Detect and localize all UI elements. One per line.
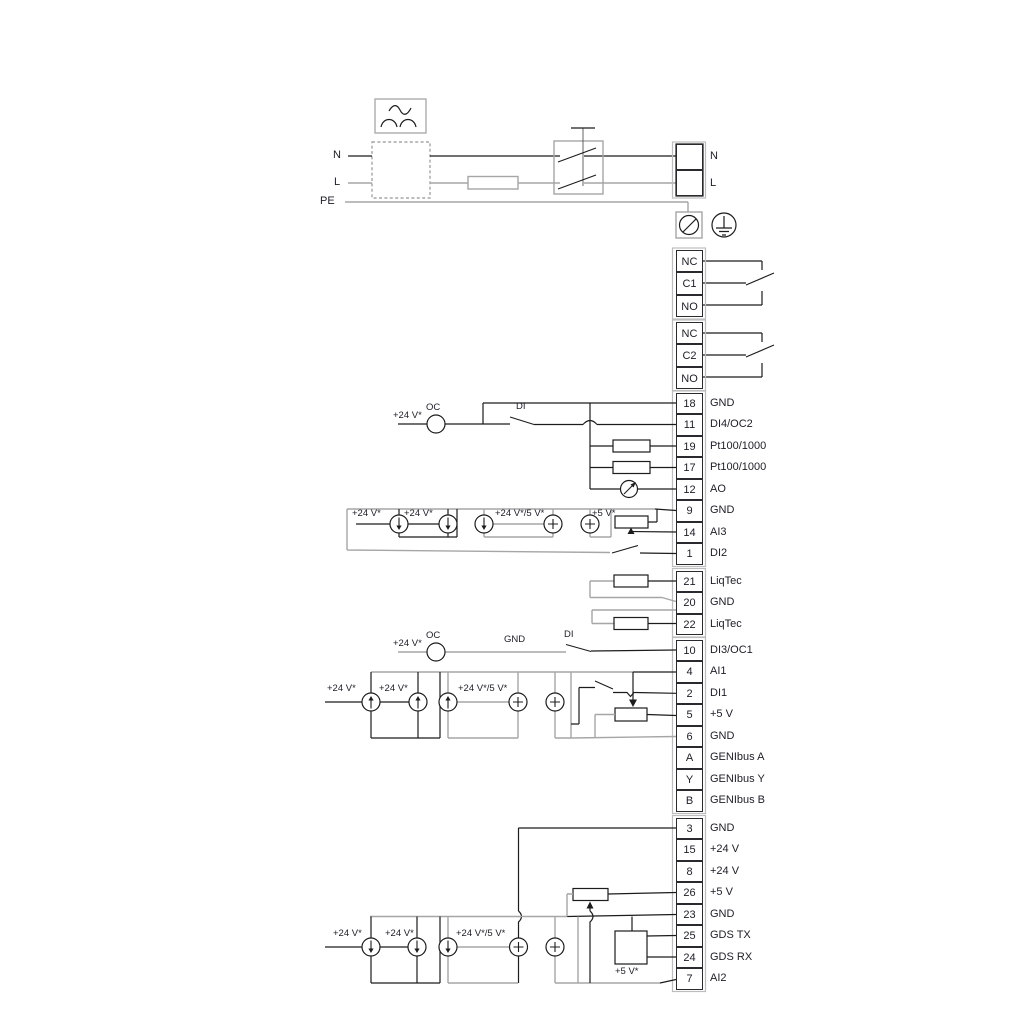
terminal-cell: C2: [676, 344, 703, 366]
terminal-cell: 25: [676, 925, 703, 947]
terminal-cell: 2: [676, 683, 703, 705]
terminal-cell: A: [676, 747, 703, 769]
terminal-label: +24 V: [710, 864, 740, 877]
terminal-cell: 22: [676, 614, 703, 636]
relay1-contact: [703, 261, 774, 305]
label-oc: OC: [426, 402, 441, 413]
label-5v: +5 V*: [592, 508, 616, 519]
terminal-cell: 1: [676, 543, 703, 565]
label-24v: +24 V*: [352, 508, 381, 519]
label-24v: +24 V*: [379, 683, 408, 694]
terminal-label: DI2: [710, 547, 728, 559]
terminal-cell: 8: [676, 861, 703, 883]
mains-waveform-symbol: [375, 99, 426, 133]
terminal-cell: NC: [676, 250, 703, 272]
label-di: DI: [564, 629, 574, 640]
terminal-label: AI2: [710, 972, 727, 984]
terminal-label: GND: [710, 504, 735, 516]
terminal-label: Pt100/1000: [710, 439, 767, 452]
ai2-potentiometer: [573, 889, 608, 901]
label-24v-5v: +24 V*/5 V*: [458, 683, 508, 694]
label-pe: PE: [320, 195, 335, 207]
terminal-cell: C1: [676, 272, 703, 294]
pe-terminal: [676, 212, 702, 238]
terminal-cell: 4: [676, 661, 703, 683]
oc-open-collector-symbol: [427, 415, 445, 433]
terminal-label: DI1: [710, 686, 728, 699]
terminal-cell: 19: [676, 436, 703, 458]
terminal-cell: 11: [676, 414, 703, 436]
terminal-cell: 15: [676, 839, 703, 861]
main-switch: [554, 128, 603, 194]
terminal-label: GDS RX: [710, 950, 753, 963]
terminal-label: +5 V: [710, 708, 733, 720]
terminal-label: DI3/OC1: [710, 643, 753, 656]
terminal-cell: 5: [676, 704, 703, 726]
label-gnd: GND: [504, 634, 526, 645]
label-di: DI: [516, 401, 526, 412]
terminal-label: LiqTec: [710, 617, 742, 630]
terminal-label: +5 V: [710, 886, 733, 898]
terminal-cell: NO: [676, 367, 703, 389]
fuse: [468, 177, 518, 190]
terminal-cell: 20: [676, 592, 703, 614]
terminal-cell: 18: [676, 393, 703, 415]
terminal-cell: 3: [676, 818, 703, 840]
terminal-label: AI1: [710, 665, 727, 677]
power-unit-dashed-box: [372, 142, 430, 198]
terminal-label: GND: [710, 821, 735, 834]
terminal-label: GND: [710, 596, 735, 608]
label-24v-5v: +24 V*/5 V*: [456, 928, 506, 939]
terminal-cell: NO: [676, 295, 703, 317]
ai3-potentiometer: [615, 516, 648, 528]
gds-sensor-box: [615, 931, 647, 964]
oc-open-collector-symbol-2: [427, 643, 445, 661]
liqtec-sensor-2: [614, 618, 648, 630]
terminal-cell: 23: [676, 904, 703, 926]
terminal-cell: 12: [676, 479, 703, 501]
ai1-potentiometer: [615, 708, 647, 721]
relay2-contact: [703, 333, 774, 377]
label-l: L: [334, 176, 341, 188]
label-24v: +24 V*: [333, 928, 362, 939]
label-24v: +24 V*: [404, 508, 433, 519]
label-24v: +24 V*: [327, 683, 356, 694]
liqtec-circuit: [590, 575, 676, 630]
terminal-label: DI4/OC2: [710, 418, 753, 430]
terminal-cell: 26: [676, 882, 703, 904]
pt100-sensor-2: [613, 462, 650, 474]
ai2-sensor-options: [325, 828, 676, 983]
label-24v-5v: +24 V*/5 V*: [495, 508, 545, 519]
terminal-label: +24 V: [710, 843, 740, 855]
terminal-label: GND: [710, 729, 735, 742]
terminal-label: GENIbus A: [710, 751, 765, 763]
terminal-label: GDS TX: [710, 929, 751, 941]
terminal-label: GND: [710, 907, 735, 920]
pt100-sensor-1: [613, 440, 650, 452]
terminal-cell: 7: [676, 968, 703, 990]
terminal-cell: 21: [676, 571, 703, 593]
label-n: N: [333, 149, 341, 161]
label-oc: OC: [426, 630, 441, 641]
terminal-cell: 10: [676, 640, 703, 662]
terminal-label: GENIbus Y: [710, 772, 765, 785]
terminal-label: GND: [710, 396, 735, 409]
terminal-cell: 24: [676, 947, 703, 969]
terminal-cell: 17: [676, 457, 703, 479]
terminal-cell: 9: [676, 500, 703, 522]
terminal-cell: B: [676, 790, 703, 812]
label-24v: +24 V*: [385, 928, 414, 939]
label-24v: +24 V*: [393, 638, 422, 649]
label-term-n: N: [710, 150, 718, 162]
terminal-label: AO: [710, 482, 726, 495]
label-term-l: L: [710, 177, 717, 189]
label-24v: +24 V*: [393, 410, 422, 421]
terminal-cell: 14: [676, 522, 703, 544]
terminal-cell: [676, 170, 703, 196]
terminal-cell: NC: [676, 322, 703, 344]
terminal-label: GENIbus B: [710, 794, 766, 806]
terminal-label: Pt100/1000: [710, 461, 767, 473]
terminal-cell: [676, 144, 703, 170]
label-5v: +5 V*: [615, 966, 639, 977]
liqtec-sensor-1: [614, 575, 648, 587]
earth-symbol: [712, 213, 736, 237]
terminal-cell: Y: [676, 769, 703, 791]
di3-circuit: [398, 643, 676, 661]
mains-wires: [345, 156, 688, 212]
terminal-cell: 6: [676, 726, 703, 748]
terminal-label: AI3: [710, 525, 727, 538]
pt100-ao-circuit: [590, 403, 676, 498]
ai1-sensor-options: [325, 672, 676, 738]
terminal-label: LiqTec: [710, 574, 742, 587]
